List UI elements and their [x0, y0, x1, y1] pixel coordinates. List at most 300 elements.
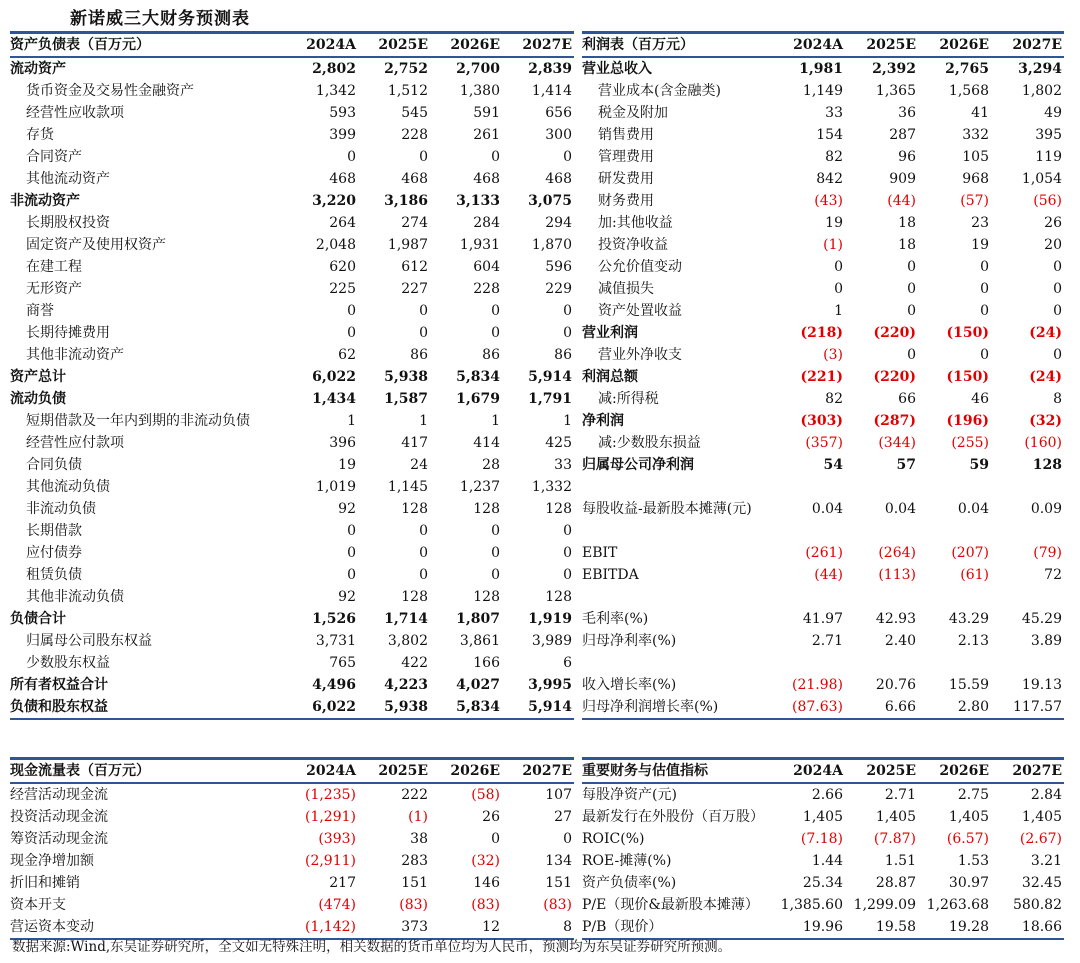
- row-label: 经营性应付款项: [26, 435, 124, 451]
- cell-value: (44): [887, 193, 916, 209]
- row-label: 投资活动现金流: [10, 809, 108, 825]
- cell-value: 1,919: [528, 611, 572, 627]
- cell-value: (32): [1029, 413, 1062, 429]
- year-header: 2027E: [522, 763, 572, 779]
- cell-value: 0: [563, 567, 572, 583]
- balance-sheet-table: [10, 31, 574, 720]
- cell-value: 1,512: [387, 83, 428, 99]
- cell-value: 2,802: [312, 61, 356, 77]
- year-header: 2025E: [866, 763, 916, 779]
- cell-value: (6.57): [946, 831, 989, 847]
- year-header: 2025E: [378, 37, 428, 53]
- table-row: [582, 476, 1064, 498]
- table-row: [10, 520, 574, 542]
- cell-value: 3,186: [384, 193, 428, 209]
- row-label: 减:少数股东损益: [598, 435, 701, 451]
- cell-value: 0: [1053, 347, 1062, 363]
- cell-value: (7.18): [800, 831, 843, 847]
- cell-value: 1,405: [802, 809, 843, 825]
- cell-value: 92: [338, 589, 356, 605]
- row-label: 营业成本(含金融类): [598, 83, 721, 99]
- cell-value: 26: [1044, 215, 1062, 231]
- cell-value: 0: [491, 325, 500, 341]
- year-header: 2025E: [378, 763, 428, 779]
- cell-value: 2.13: [957, 633, 989, 649]
- cell-value: 468: [545, 171, 572, 187]
- cell-value: 0: [347, 149, 356, 165]
- row-label: 每股净资产(元): [582, 787, 677, 803]
- year-header: 2024A: [306, 763, 356, 779]
- table-row: [582, 366, 1064, 388]
- cell-value: 0: [347, 325, 356, 341]
- cell-value: 33: [554, 457, 572, 473]
- row-label: P/B（现价）: [582, 919, 663, 935]
- row-label: 利润总额: [582, 369, 638, 385]
- key-metrics-table: [582, 757, 1064, 940]
- cell-value: 3,075: [528, 193, 572, 209]
- cell-value: 228: [401, 127, 428, 143]
- row-label: 净利润: [582, 413, 624, 429]
- table-row: [10, 872, 574, 894]
- cell-value: 2.66: [811, 787, 843, 803]
- cell-value: 6,022: [312, 369, 356, 385]
- row-label: 最新发行在外股份（百万股）: [582, 809, 764, 825]
- cell-value: 0: [907, 259, 916, 275]
- cell-value: 2,392: [872, 61, 916, 77]
- cell-value: 1.51: [884, 853, 916, 869]
- cell-value: 20: [1044, 237, 1062, 253]
- table-row: [582, 256, 1064, 278]
- row-label: 所有者权益合计: [10, 677, 108, 693]
- cell-value: 0: [834, 281, 843, 297]
- cell-value: 1,987: [387, 237, 428, 253]
- row-label: 非流动资产: [10, 193, 80, 209]
- table-row: [10, 784, 574, 806]
- cell-value: [772, 652, 845, 674]
- cell-value: 5,938: [384, 369, 428, 385]
- cell-value: 396: [329, 435, 356, 451]
- row-label: 减:所得税: [598, 391, 659, 407]
- cell-value: 57: [896, 457, 916, 473]
- table-row: [10, 278, 574, 300]
- cell-value: (1,291): [304, 809, 356, 825]
- table-row: [582, 454, 1064, 476]
- cell-value: 0: [419, 545, 428, 561]
- cell-value: 38: [410, 831, 428, 847]
- cell-value: 1,054: [1021, 171, 1062, 187]
- cell-value: 28.87: [875, 875, 916, 891]
- cell-value: 2.75: [957, 787, 989, 803]
- cell-value: 24: [410, 457, 428, 473]
- cell-value: 0: [907, 281, 916, 297]
- cell-value: 19: [825, 215, 843, 231]
- table-title: 资产负债表（百万元）: [10, 37, 150, 53]
- row-label: 税金及附加: [598, 105, 668, 121]
- cell-value: (221): [800, 369, 843, 385]
- cell-value: 5,938: [384, 699, 428, 715]
- cell-value: 54: [823, 457, 843, 473]
- row-label: 其他非流动负债: [26, 589, 124, 605]
- cell-value: 59: [969, 457, 989, 473]
- cell-value: 1,405: [875, 809, 916, 825]
- cell-value: 0: [563, 303, 572, 319]
- cell-value: (21.98): [791, 677, 843, 693]
- table-row: [10, 652, 574, 674]
- table-row: [582, 608, 1064, 630]
- cell-value: 0: [563, 545, 572, 561]
- cell-value: 468: [329, 171, 356, 187]
- cell-value: 0: [419, 325, 428, 341]
- cell-value: 28: [482, 457, 500, 473]
- cell-value: (58): [471, 787, 500, 803]
- cell-value: 0: [491, 523, 500, 539]
- cell-value: 468: [401, 171, 428, 187]
- cell-value: 41: [971, 105, 989, 121]
- cell-value: 41.97: [802, 611, 843, 627]
- cell-value: 0: [834, 259, 843, 275]
- cell-value: 2.71: [884, 787, 916, 803]
- year-header: 2026E: [939, 763, 989, 779]
- cell-value: 283: [401, 853, 428, 869]
- table-row: [10, 366, 574, 388]
- row-label: 应付债券: [26, 545, 82, 561]
- table-row: [582, 212, 1064, 234]
- table-row: [582, 410, 1064, 432]
- year-header: 2024A: [306, 37, 356, 53]
- cell-value: (474): [318, 897, 356, 913]
- cell-value: 0: [980, 281, 989, 297]
- cell-value: 2,765: [945, 61, 989, 77]
- cell-value: [845, 652, 918, 674]
- row-label: 毛利率(%): [582, 611, 649, 627]
- year-header: 2024A: [793, 37, 843, 53]
- cell-value: 86: [410, 347, 428, 363]
- cell-value: 0: [1053, 303, 1062, 319]
- cell-value: 128: [473, 589, 500, 605]
- cell-value: 119: [1035, 149, 1062, 165]
- cell-value: 227: [401, 281, 428, 297]
- cell-value: 229: [545, 281, 572, 297]
- cell-value: [772, 586, 845, 608]
- cell-value: 591: [473, 105, 500, 121]
- cell-value: 545: [401, 105, 428, 121]
- cell-value: (83): [399, 897, 428, 913]
- cell-value: 1,145: [387, 479, 428, 495]
- cell-value: 166: [473, 655, 500, 671]
- table-row: [10, 322, 574, 344]
- cell-value: (32): [471, 853, 500, 869]
- year-header: 2026E: [450, 37, 500, 53]
- row-label: 流动负债: [10, 391, 66, 407]
- row-label: 归母净利率(%): [582, 633, 677, 649]
- cell-value: [991, 476, 1064, 498]
- cell-value: 0: [563, 831, 572, 847]
- bottom-rule: [10, 718, 574, 720]
- row-label: 无形资产: [26, 281, 82, 297]
- cell-value: 18.66: [1021, 919, 1062, 935]
- cell-value: 6: [563, 655, 572, 671]
- cell-value: 1.44: [811, 853, 843, 869]
- cell-value: 261: [473, 127, 500, 143]
- cell-value: 1,802: [1021, 83, 1062, 99]
- row-label: 其他流动资产: [26, 171, 110, 187]
- table-row: [10, 828, 574, 850]
- cell-value: 82: [825, 391, 843, 407]
- row-label: 归母净利润增长率(%): [582, 699, 719, 715]
- cell-value: 0: [347, 523, 356, 539]
- cell-value: 3,802: [387, 633, 428, 649]
- cell-value: (264): [878, 545, 916, 561]
- table-title: 利润表（百万元）: [582, 37, 694, 53]
- page-title: 新诺威三大财务预测表: [70, 9, 250, 29]
- cell-value: 1,931: [459, 237, 500, 253]
- cell-value: 0: [491, 545, 500, 561]
- cell-value: (207): [951, 545, 989, 561]
- row-label: 每股收益-最新股本摊薄(元): [582, 501, 752, 517]
- cell-value: (220): [873, 325, 916, 341]
- cell-value: 0: [563, 325, 572, 341]
- cell-value: (43): [814, 193, 843, 209]
- cell-value: (87.63): [791, 699, 843, 715]
- cell-value: 43.29: [948, 611, 989, 627]
- year-header: 2027E: [1012, 37, 1062, 53]
- cell-value: 128: [545, 589, 572, 605]
- row-label: 长期待摊费用: [26, 325, 110, 341]
- cell-value: [991, 652, 1064, 674]
- table-row: [10, 806, 574, 828]
- cell-value: 842: [816, 171, 843, 187]
- cell-value: 128: [401, 501, 428, 517]
- cell-value: 0: [1053, 281, 1062, 297]
- cell-value: 128: [1032, 457, 1062, 473]
- cell-value: 1,019: [315, 479, 356, 495]
- cell-value: (196): [946, 413, 989, 429]
- cell-value: 19: [971, 237, 989, 253]
- cell-value: 1,332: [531, 479, 572, 495]
- cell-value: (44): [814, 567, 843, 583]
- table-row: [582, 542, 1064, 564]
- year-header: 2026E: [939, 37, 989, 53]
- row-label: [582, 520, 772, 542]
- cell-value: (150): [946, 325, 989, 341]
- cell-value: 1: [347, 413, 356, 429]
- cell-value: 228: [473, 281, 500, 297]
- cell-value: 0: [980, 347, 989, 363]
- table-row: [10, 388, 574, 410]
- cell-value: (57): [960, 193, 989, 209]
- cell-value: 134: [545, 853, 572, 869]
- cell-value: 27: [554, 809, 572, 825]
- cell-value: 1: [834, 303, 843, 319]
- cell-value: 0: [419, 523, 428, 539]
- table-row: [10, 432, 574, 454]
- cell-value: 417: [401, 435, 428, 451]
- row-label: 营业总收入: [582, 61, 652, 77]
- row-label: 现金净增加额: [10, 853, 94, 869]
- cell-value: 2,700: [456, 61, 500, 77]
- table-row: [10, 124, 574, 146]
- cell-value: 225: [329, 281, 356, 297]
- cell-value: 0: [491, 567, 500, 583]
- cell-value: (303): [800, 413, 843, 429]
- row-label: 合同负债: [26, 457, 82, 473]
- cell-value: 0: [347, 567, 356, 583]
- table-row: [582, 168, 1064, 190]
- cell-value: 765: [329, 655, 356, 671]
- row-label: 存货: [26, 127, 54, 143]
- row-label: 租赁负债: [26, 567, 82, 583]
- cell-value: 0.09: [1030, 501, 1062, 517]
- header-row: [10, 760, 574, 782]
- cell-value: 422: [401, 655, 428, 671]
- cell-value: 82: [825, 149, 843, 165]
- table-row: [582, 498, 1064, 520]
- cell-value: 593: [329, 105, 356, 121]
- cell-value: (113): [878, 567, 916, 583]
- table-row: [10, 674, 574, 696]
- cell-value: (1,235): [304, 787, 356, 803]
- cell-value: 128: [473, 501, 500, 517]
- row-label: 非流动负债: [26, 501, 96, 517]
- row-label: [582, 586, 772, 608]
- cell-value: 294: [545, 215, 572, 231]
- cell-value: 0: [419, 149, 428, 165]
- row-label: 商誉: [26, 303, 54, 319]
- row-label: P/E（现价&最新股本摊薄）: [582, 897, 759, 913]
- cell-value: 151: [401, 875, 428, 891]
- table-row: [582, 322, 1064, 344]
- cell-value: (61): [960, 567, 989, 583]
- cell-value: 468: [473, 171, 500, 187]
- row-label: ROE-摊薄(%): [582, 853, 672, 869]
- table-row: [582, 828, 1064, 850]
- cell-value: 2.71: [811, 633, 843, 649]
- row-label: 长期股权投资: [26, 215, 110, 231]
- row-label: 管理费用: [598, 149, 654, 165]
- cell-value: 3,220: [312, 193, 356, 209]
- table-row: [10, 234, 574, 256]
- table-row: [10, 212, 574, 234]
- cell-value: (357): [805, 435, 843, 451]
- cell-value: 8: [563, 919, 572, 935]
- cell-value: 0: [563, 523, 572, 539]
- table-row: [582, 300, 1064, 322]
- cell-value: 2.80: [957, 699, 989, 715]
- table-row: [10, 498, 574, 520]
- cell-value: 217: [329, 875, 356, 891]
- table-row: [582, 784, 1064, 806]
- row-label: 资本开支: [10, 897, 66, 913]
- row-label: 营业利润: [582, 325, 638, 341]
- cell-value: (220): [873, 369, 916, 385]
- table-row: [582, 432, 1064, 454]
- cell-value: 2,752: [384, 61, 428, 77]
- cell-value: 274: [401, 215, 428, 231]
- row-label: [582, 476, 772, 498]
- cell-value: 19.96: [802, 919, 843, 935]
- cell-value: 414: [473, 435, 500, 451]
- cell-value: [991, 586, 1064, 608]
- cell-value: 0.04: [957, 501, 989, 517]
- cell-value: 1,414: [531, 83, 572, 99]
- cell-value: 300: [545, 127, 572, 143]
- cash-flow-table: [10, 757, 574, 940]
- cell-value: (1): [408, 809, 428, 825]
- cell-value: 1,365: [875, 83, 916, 99]
- cell-value: 46: [971, 391, 989, 407]
- table-row: [10, 630, 574, 652]
- year-header: 2024A: [793, 763, 843, 779]
- cell-value: 20.76: [875, 677, 916, 693]
- cell-value: 92: [338, 501, 356, 517]
- row-label: 加:其他收益: [598, 215, 673, 231]
- cell-value: [918, 520, 991, 542]
- cell-value: 968: [962, 171, 989, 187]
- row-label: 研发费用: [598, 171, 654, 187]
- cell-value: 0: [491, 831, 500, 847]
- cell-value: 19.58: [875, 919, 916, 935]
- cell-value: 287: [889, 127, 916, 143]
- cell-value: 5,914: [528, 369, 572, 385]
- cell-value: (1,142): [304, 919, 356, 935]
- cell-value: 1,981: [799, 61, 843, 77]
- cell-value: (24): [1029, 325, 1062, 341]
- table-row: [10, 256, 574, 278]
- row-label: 公允价值变动: [598, 259, 682, 275]
- row-label: 资产处置收益: [598, 303, 682, 319]
- cell-value: 264: [329, 215, 356, 231]
- row-label: 少数股东权益: [26, 655, 110, 671]
- cell-value: (160): [1024, 435, 1062, 451]
- cell-value: [845, 586, 918, 608]
- cell-value: 19.13: [1021, 677, 1062, 693]
- cell-value: 612: [401, 259, 428, 275]
- cell-value: 3,989: [531, 633, 572, 649]
- cell-value: 284: [473, 215, 500, 231]
- table-row: [582, 674, 1064, 696]
- row-label: 资产总计: [10, 369, 66, 385]
- table-row: [582, 630, 1064, 652]
- cell-value: 8: [1053, 391, 1062, 407]
- table-row: [582, 146, 1064, 168]
- cell-value: 3,294: [1018, 61, 1062, 77]
- cell-value: 5,834: [456, 369, 500, 385]
- cell-value: 15.59: [948, 677, 989, 693]
- cell-value: 96: [898, 149, 916, 165]
- row-label: 归属母公司净利润: [582, 457, 694, 473]
- cell-value: 2.40: [884, 633, 916, 649]
- row-label: 销售费用: [598, 127, 654, 143]
- cell-value: 6,022: [312, 699, 356, 715]
- table-row: [10, 80, 574, 102]
- table-row: [10, 344, 574, 366]
- cell-value: 0: [907, 303, 916, 319]
- cell-value: 18: [898, 215, 916, 231]
- cell-value: (2.67): [1019, 831, 1062, 847]
- table-row: [10, 168, 574, 190]
- row-label: 筹资活动现金流: [10, 831, 108, 847]
- cell-value: 425: [545, 435, 572, 451]
- cell-value: 0: [347, 545, 356, 561]
- cell-value: 0: [563, 149, 572, 165]
- cell-value: 4,223: [384, 677, 428, 693]
- cell-value: 105: [962, 149, 989, 165]
- cell-value: 12: [482, 919, 500, 935]
- source-note: 数据来源:Wind,东吴证券研究所，全文如无特殊注明，相关数据的货币单位均为人民币，预测均为东吴证券研究所预测。: [12, 939, 732, 955]
- table-row: [582, 520, 1064, 542]
- cell-value: 604: [473, 259, 500, 275]
- row-label: 折旧和摊销: [10, 875, 80, 891]
